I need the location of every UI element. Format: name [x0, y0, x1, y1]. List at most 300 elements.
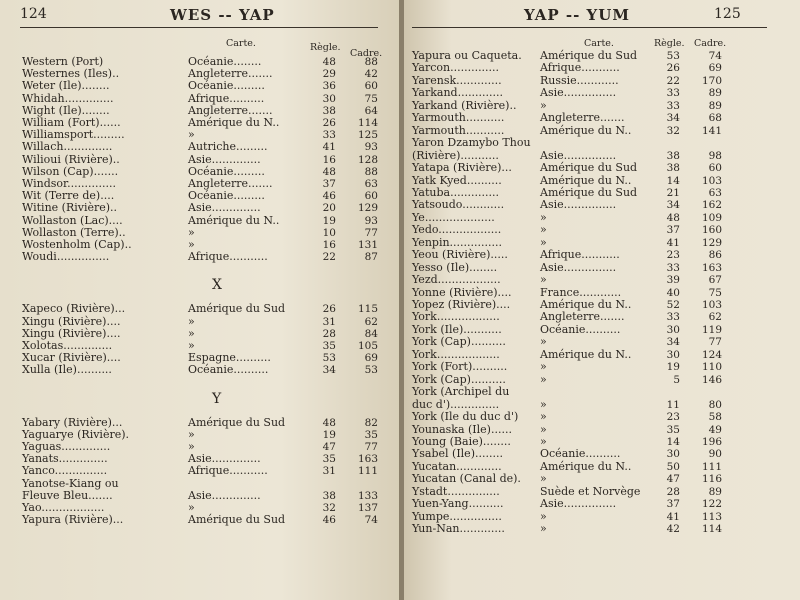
index-entry	[412, 199, 792, 211]
index-entry	[412, 473, 792, 485]
entry-name: Yarmouth...........	[412, 123, 505, 137]
entry-carte: Océanie.........	[188, 79, 265, 93]
index-entry	[412, 511, 792, 523]
index-entry	[412, 523, 792, 535]
entry-carte: Afrique...........	[188, 250, 268, 264]
entry-name: Young (Baie)........	[412, 434, 511, 448]
entry-regle: 16	[322, 153, 336, 166]
entry-cadre: 68	[708, 112, 722, 125]
entry-name: Westernes (Iles)..	[22, 67, 120, 81]
index-entry	[412, 100, 792, 112]
entry-regle: 19	[322, 428, 336, 441]
entry-name: Yarkand.............	[412, 86, 504, 100]
index-entry	[412, 262, 792, 274]
entry-name: Wollaston (Terre)..	[22, 225, 126, 239]
entry-carte: »	[540, 335, 547, 349]
entry-carte: Amérique du N..	[188, 213, 280, 227]
entry-carte: »	[540, 472, 547, 486]
entry-name: Yonne (Rivière)....	[412, 285, 512, 299]
entry-regle: 19	[666, 361, 680, 374]
index-entry	[412, 212, 792, 224]
index-entry	[412, 461, 792, 473]
entry-cadre: 90	[708, 448, 722, 461]
entry-name: Fleuve Bleu.......	[22, 488, 113, 502]
index-entry	[22, 352, 382, 364]
entry-cadre: 141	[701, 124, 722, 137]
entry-cadre: 63	[708, 186, 722, 199]
entry-carte: Angleterre.......	[540, 111, 625, 125]
index-entry	[22, 227, 382, 239]
entry-cadre: 115	[357, 303, 378, 316]
entry-cadre: 103	[701, 299, 722, 311]
entry-name: York..................	[412, 347, 500, 361]
entry-carte: »	[540, 509, 547, 523]
entry-regle: 41	[322, 141, 336, 154]
entry-name: Yapura ou Caqueta.	[412, 49, 522, 62]
entry-cadre: 42	[364, 68, 378, 81]
entry-cadre: 137	[357, 502, 378, 514]
index-entry	[412, 374, 792, 386]
entry-cadre: 110	[701, 361, 722, 374]
index-entry	[412, 87, 792, 99]
entry-cadre: 67	[708, 274, 722, 287]
right-page	[404, 0, 800, 600]
entry-regle: 14	[666, 174, 680, 187]
entry-name: Yao..................	[22, 501, 105, 514]
entry-regle: 26	[666, 62, 680, 75]
entry-name: Xingu (Rivière)....	[22, 326, 121, 340]
index-entry	[22, 166, 382, 178]
entry-name: York (Ile)...........	[412, 322, 502, 336]
entry-carte: Asie..............	[188, 152, 261, 166]
entry-name: Yeou (Rivière).....	[412, 248, 508, 262]
entry-name: York (Ile du duc d')	[412, 410, 519, 424]
entry-regle: 38	[322, 104, 336, 117]
entry-cadre: 129	[357, 202, 378, 215]
entry-name: York (Cap)..........	[412, 372, 506, 386]
entry-name: Yarmouth...........	[412, 111, 505, 125]
section-letter: Y	[212, 390, 222, 407]
page-number-left: 124	[20, 6, 47, 22]
index-entry	[412, 311, 792, 323]
entry-regle: 30	[666, 448, 680, 461]
entry-cadre: 105	[357, 340, 378, 352]
index-entry	[412, 336, 792, 348]
entry-name: Ye....................	[412, 210, 495, 224]
entry-regle: 34	[666, 112, 680, 125]
index-entry	[412, 50, 792, 62]
entry-name: Witine (Rivière)..	[22, 201, 118, 215]
entry-carte: Autriche.........	[188, 140, 268, 154]
entry-name: Weter (Ile)........	[22, 79, 110, 93]
index-entry	[412, 361, 792, 373]
index-entry	[22, 251, 382, 263]
entry-regle: 47	[322, 441, 336, 453]
entry-carte: Amérique du Sud	[188, 513, 286, 527]
index-entry	[22, 178, 382, 190]
entry-name: duc d')..............	[412, 397, 500, 411]
entry-carte: Asie...............	[540, 86, 617, 100]
entry-name: Wit (Terre de)....	[22, 189, 115, 203]
entry-carte: Océanie.........	[188, 164, 265, 178]
entry-name: Xapeco (Rivière)...	[22, 302, 126, 316]
index-entry	[412, 75, 792, 87]
running-head-right: YAP -- YUM	[524, 6, 630, 24]
entry-name: Yaron Dzamybo Thou	[412, 136, 531, 150]
index-entry	[22, 105, 382, 117]
entry-carte: »	[540, 360, 547, 374]
entry-cadre: 109	[701, 211, 722, 224]
entry-cadre: 58	[708, 411, 722, 424]
entry-carte: »	[540, 422, 547, 436]
entry-carte: »	[540, 98, 547, 112]
entry-regle: 16	[322, 239, 336, 251]
entry-regle: 42	[666, 523, 680, 536]
index-entry	[412, 399, 792, 411]
entry-cadre: 125	[357, 129, 378, 142]
entry-carte: France............	[540, 285, 622, 299]
entry-carte: Angleterre.......	[188, 103, 273, 117]
entry-regle: 37	[666, 498, 680, 511]
entry-carte: Asie..............	[188, 488, 261, 502]
entry-name: Ysabel (Ile)........	[412, 447, 503, 461]
index-entry	[22, 490, 382, 502]
entry-regle: 48	[322, 165, 336, 178]
entry-cadre: 129	[701, 236, 722, 249]
entry-regle: 52	[666, 299, 680, 311]
entry-carte: Océanie..........	[540, 322, 621, 336]
entry-cadre: 113	[701, 510, 722, 523]
entry-cadre: 86	[708, 249, 722, 262]
index-entry	[412, 150, 792, 162]
entry-carte: »	[540, 434, 547, 448]
index-entry	[412, 274, 792, 286]
entry-regle: 26	[322, 303, 336, 316]
entry-cadre: 196	[701, 435, 722, 448]
entry-regle: 32	[322, 502, 336, 514]
entry-carte: Asie...............	[540, 497, 617, 511]
entry-name: Yatk Kyed..........	[412, 173, 502, 187]
entry-regle: 20	[322, 202, 336, 215]
header-rule-right	[412, 27, 767, 28]
index-entry	[412, 424, 792, 436]
entry-regle: 37	[322, 178, 336, 190]
entry-cadre: 84	[364, 327, 378, 340]
entry-cadre: 111	[701, 460, 722, 473]
index-entry	[22, 202, 382, 214]
entry-regle: 38	[666, 162, 680, 175]
entry-regle: 5	[673, 373, 680, 386]
entry-name: Wilioui (Rivière)..	[22, 152, 120, 166]
entry-name: Western (Port)	[22, 55, 104, 68]
entry-cadre: 131	[357, 239, 378, 251]
entry-regle: 22	[322, 251, 336, 264]
entry-carte: »	[540, 410, 547, 424]
entry-carte: »	[540, 210, 547, 224]
index-entry	[412, 249, 792, 261]
entry-carte: Amérique du N..	[540, 173, 632, 187]
entry-cadre: 75	[364, 92, 378, 105]
index-entry	[412, 237, 792, 249]
entry-cadre: 89	[708, 87, 722, 100]
entry-carte: Afrique...........	[540, 248, 620, 262]
entry-regle: 53	[322, 352, 336, 365]
column-header-cadre: Cadre.	[350, 48, 383, 59]
entry-carte: »	[188, 326, 195, 340]
entry-name: Yuen-Yang..........	[412, 497, 504, 511]
index-entry	[412, 224, 792, 236]
entry-regle: 39	[666, 274, 680, 287]
index-entry	[22, 303, 382, 315]
entry-carte: Afrique...........	[540, 61, 620, 75]
entry-regle: 26	[322, 117, 336, 129]
running-head-left: WES -- YAP	[170, 6, 275, 24]
entry-carte: Amérique du Sud	[188, 302, 286, 316]
entry-cadre: 69	[364, 352, 378, 365]
entry-cadre: 75	[708, 286, 722, 299]
entry-regle: 48	[322, 416, 336, 429]
index-entry	[412, 436, 792, 448]
entry-name: Xucar (Rivière)....	[22, 351, 121, 365]
entry-name: York..................	[412, 310, 500, 324]
index-entry	[412, 324, 792, 336]
entry-cadre: 89	[708, 485, 722, 498]
entry-carte: »	[188, 128, 195, 142]
entry-carte: Amérique du N..	[540, 298, 632, 311]
entry-name: Xingu (Rivière)....	[22, 314, 121, 328]
entry-regle: 32	[666, 124, 680, 137]
index-entry	[22, 154, 382, 166]
entry-cadre: 146	[701, 373, 722, 386]
header-rule-left	[20, 27, 378, 28]
index-entry	[412, 498, 792, 510]
index-entry	[22, 215, 382, 227]
entry-regle: 34	[666, 336, 680, 349]
entry-carte: Amérique du N..	[540, 459, 632, 473]
entry-carte: Angleterre.......	[188, 67, 273, 81]
entry-cadre: 60	[364, 80, 378, 93]
entry-name: Xulla (Ile)..........	[22, 363, 112, 377]
entry-cadre: 77	[364, 226, 378, 239]
entry-name: Yarcon..............	[412, 61, 500, 75]
entry-name: Wostenholm (Cap)..	[22, 238, 132, 251]
index-entry	[22, 502, 382, 514]
entry-regle: 35	[322, 340, 336, 352]
entry-regle: 33	[322, 129, 336, 142]
entry-name: Yaguarye (Rivière).	[22, 427, 130, 441]
index-entry	[412, 349, 792, 361]
index-entry	[22, 93, 382, 105]
entry-regle: 46	[322, 190, 336, 203]
column-header-regle: Règle.	[654, 38, 685, 49]
entry-name: Willach..............	[22, 140, 113, 154]
entry-carte: »	[188, 427, 195, 441]
entry-name: Yapura (Rivière)...	[22, 513, 124, 527]
entry-regle: 28	[322, 327, 336, 340]
entry-cadre: 124	[701, 348, 722, 361]
entry-name: Yenpin...............	[412, 235, 502, 249]
entry-name: Woudi...............	[22, 250, 110, 264]
entry-name: York (Archipel du	[412, 385, 510, 399]
index-entry	[22, 239, 382, 251]
entry-carte: »	[188, 501, 195, 514]
entry-name: (Rivière)...........	[412, 148, 499, 162]
entry-cadre: 80	[708, 398, 722, 411]
entry-carte: Amérique du N..	[540, 347, 632, 361]
entry-carte: »	[188, 339, 195, 352]
entry-cadre: 111	[357, 465, 378, 478]
entry-carte: »	[540, 522, 547, 536]
entry-cadre: 170	[701, 74, 722, 87]
entry-carte: Amérique du Sud	[540, 49, 638, 62]
entry-regle: 40	[666, 286, 680, 299]
entry-name: Yezd..................	[412, 273, 501, 287]
entry-regle: 31	[322, 465, 336, 478]
entry-cadre: 88	[364, 165, 378, 178]
index-entry	[22, 453, 382, 465]
index-entry	[412, 62, 792, 74]
entry-name: York (Cap)..........	[412, 335, 506, 349]
entry-name: Whidah..............	[22, 91, 114, 105]
entry-cadre: 53	[364, 364, 378, 377]
entry-name: Yarensk.............	[412, 73, 502, 87]
entry-carte: Amérique du N..	[540, 123, 632, 137]
entry-carte: »	[188, 440, 195, 453]
entry-regle: 34	[666, 199, 680, 212]
entry-carte: »	[540, 397, 547, 411]
entry-carte: Amérique du Sud	[188, 415, 286, 429]
index-entry	[22, 478, 382, 490]
index-entry	[22, 117, 382, 129]
entry-name: York (Fort)..........	[412, 360, 508, 374]
entry-cadre: 114	[357, 117, 378, 129]
entry-regle: 30	[666, 348, 680, 361]
entry-name: Yanco...............	[22, 464, 108, 478]
index-entry	[22, 316, 382, 328]
entry-name: Younaska (Ile)......	[412, 422, 512, 436]
entry-regle: 35	[322, 453, 336, 466]
entry-cadre: 122	[701, 498, 722, 511]
entry-cadre: 35	[364, 428, 378, 441]
entry-cadre: 162	[701, 199, 722, 212]
column-header-carte: Carte.	[226, 38, 256, 49]
entry-regle: 23	[666, 411, 680, 424]
entry-carte: Russie............	[540, 73, 619, 87]
entry-regle: 50	[666, 460, 680, 473]
entry-cadre: 116	[701, 473, 722, 486]
entry-cadre: 60	[364, 190, 378, 203]
entry-carte: »	[540, 235, 547, 249]
entry-cadre: 88	[364, 56, 378, 68]
index-entry	[412, 175, 792, 187]
entry-name: Yucatan.............	[412, 459, 502, 473]
entry-cadre: 49	[708, 423, 722, 436]
entry-name: Yedo..................	[412, 223, 502, 237]
index-entry	[22, 68, 382, 80]
entry-cadre: 77	[708, 336, 722, 349]
entry-carte: Angleterre.......	[188, 177, 273, 190]
entry-cadre: 163	[701, 261, 722, 274]
entry-regle: 22	[666, 74, 680, 87]
entry-cadre: 160	[701, 224, 722, 237]
index-entry	[22, 129, 382, 141]
entry-name: Yanotse-Kiang ou	[22, 476, 119, 490]
entry-name: Ystadt...............	[412, 484, 500, 498]
entry-cadre: 74	[708, 50, 722, 62]
entry-regle: 48	[666, 211, 680, 224]
entry-cadre: 60	[708, 162, 722, 175]
entry-cadre: 163	[357, 453, 378, 466]
entry-regle: 46	[322, 514, 336, 527]
entry-name: Xolotas..............	[22, 339, 113, 352]
entry-cadre: 77	[364, 441, 378, 453]
entry-carte: »	[188, 314, 195, 328]
column-header-regle: Règle.	[310, 42, 341, 53]
index-entry	[412, 187, 792, 199]
section-letter: X	[212, 277, 222, 294]
index-entry	[22, 80, 382, 92]
index-entry	[22, 429, 382, 441]
entry-name: Wight (Ile)........	[22, 103, 110, 117]
entry-name: Yopez (Rivière)....	[412, 298, 511, 311]
entry-carte: »	[540, 223, 547, 237]
entry-name: Yun-Nan.............	[412, 522, 505, 536]
entry-cadre: 93	[364, 214, 378, 227]
column-header-carte: Carte.	[584, 38, 614, 49]
entry-carte: »	[188, 238, 195, 251]
index-entry	[22, 328, 382, 340]
entry-regle: 29	[322, 68, 336, 81]
entry-name: Yucatan (Canal de).	[412, 472, 521, 486]
entry-name: Windsor..............	[22, 177, 117, 190]
entry-regle: 33	[666, 261, 680, 274]
entry-carte: »	[540, 273, 547, 287]
entry-cadre: 87	[364, 251, 378, 264]
index-entry	[412, 162, 792, 174]
entry-regle: 34	[322, 364, 336, 377]
entry-name: Wilson (Cap).......	[22, 164, 119, 178]
entry-regle: 41	[666, 510, 680, 523]
entry-carte: Suède et Norvège	[540, 484, 641, 498]
entry-carte: Espagne..........	[188, 351, 271, 365]
index-entry	[412, 386, 792, 398]
entry-name: Yabary (Rivière)...	[22, 415, 123, 429]
entry-name: Yumpe...............	[412, 509, 502, 523]
entry-regle: 41	[666, 236, 680, 249]
index-entry	[412, 125, 792, 137]
entry-regle: 19	[322, 214, 336, 227]
index-entry	[22, 441, 382, 453]
entry-cadre: 89	[708, 99, 722, 112]
entry-regle: 33	[666, 99, 680, 112]
index-entry	[412, 287, 792, 299]
index-entry	[22, 417, 382, 429]
entry-carte: Amérique du N..	[188, 116, 280, 129]
entry-regle: 10	[322, 226, 336, 239]
entry-regle: 30	[666, 323, 680, 336]
entry-regle: 33	[666, 311, 680, 324]
entry-carte: »	[540, 372, 547, 386]
entry-regle: 28	[666, 485, 680, 498]
entry-cadre: 98	[708, 149, 722, 162]
index-entry	[412, 137, 792, 149]
entry-carte: Océanie.........	[188, 189, 265, 203]
index-entry	[22, 364, 382, 376]
entry-regle: 21	[666, 186, 680, 199]
index-entry	[22, 190, 382, 202]
entry-regle: 31	[322, 315, 336, 328]
index-entry	[412, 448, 792, 460]
